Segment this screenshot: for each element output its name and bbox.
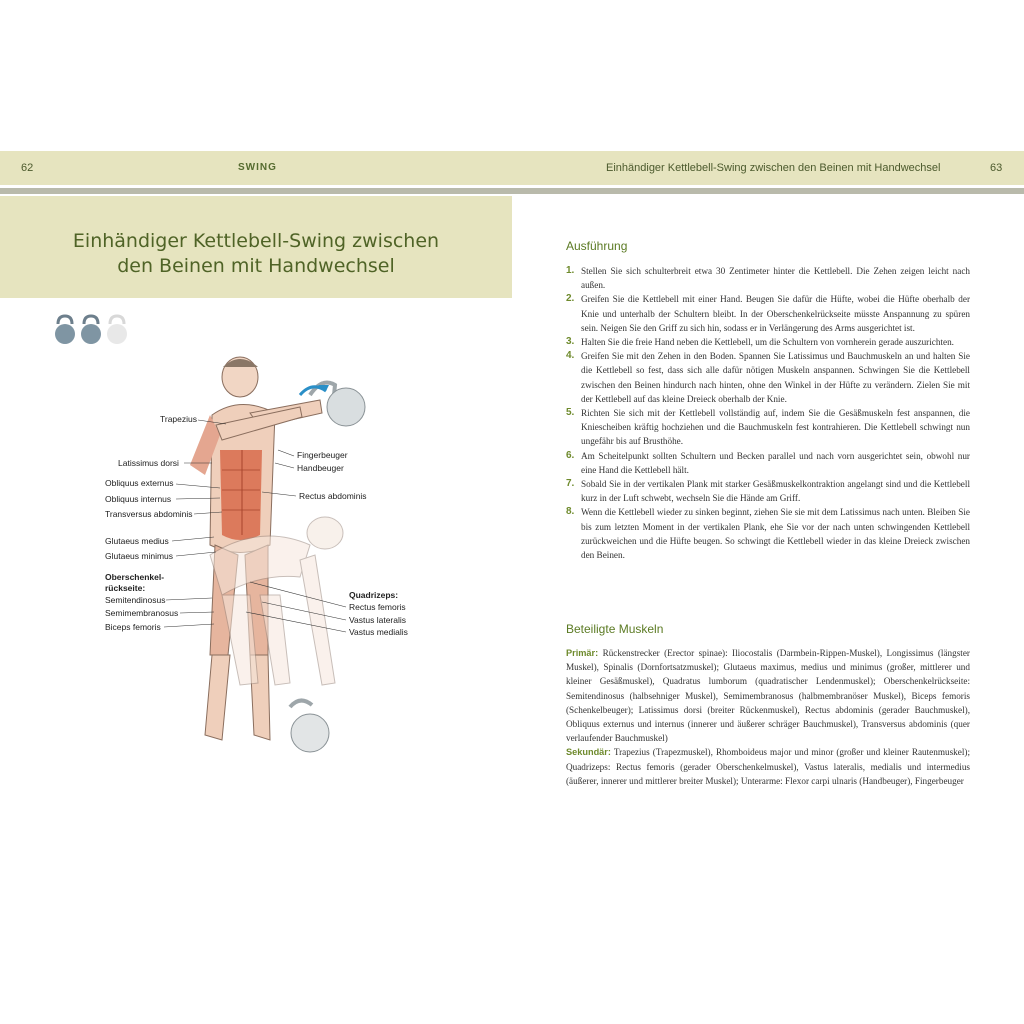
title-line-2: den Beinen mit Handwechsel — [117, 255, 395, 277]
label-glutaeus-medius: Glutaeus medius — [105, 536, 169, 546]
label-transversus-abdominis: Transversus abdominis — [105, 509, 193, 519]
secondary-muscles: Sekundär: Trapezius (Trapezmuskel), Rhomboideus major und minor (großer und kleiner Rautenmuskel); Quadrizeps: Rectus femoris (gerader Oberschenkelmuskel), Vastus lateralis, medialis und intermedius (äußerer, innerer und mittlerer breiter Muskel); Unterarme: Flexor carpi ulnaris (Handbeuger), Fingerbeuger — [566, 747, 970, 786]
label-hamstrings-heading-1: Oberschenkel- — [105, 572, 165, 582]
label-vastus-medialis: Vastus medialis — [349, 627, 408, 637]
kettlebell-icon-2 — [81, 316, 101, 344]
label-trapezius: Trapezius — [160, 414, 198, 424]
muscles-section — [566, 646, 970, 788]
running-title: Einhändiger Kettlebell-Swing zwischen den Beinen mit Handwechsel — [606, 162, 941, 174]
step-item: 7. Sobald Sie in der vertikalen Plank mit starker Gesäßmuskelkontraktion angelangt sind und die Kettlebell kurz in der Luft schwebt, wechseln Sie die Hände am Griff. — [566, 478, 970, 504]
label-handbeuger: Handbeuger — [297, 463, 344, 473]
page-number-left: 62 — [21, 162, 34, 174]
step-item: 6. Am Scheitelpunkt sollten Schultern und Becken parallel und nach vorn ausgerichtet sein, obwohl nur eine Hand die Kettlebell hält. — [566, 449, 970, 475]
header-rule — [0, 188, 1024, 194]
step-item: 3. Halten Sie die freie Hand neben die Kettlebell, um die Schultern von vornherein gerade auszurichten. — [566, 336, 954, 348]
execution-heading: Ausführung — [566, 239, 628, 253]
primary-muscles: Primär: Rückenstrecker (Erector spinae): Iliocostalis (Darmbein-Rippen-Muskel), Longissimus (längster Muskel), Spinalis (Dornfortsatzmuskel); Glutaeus maximus, medius und minimus (großer, mittlerer und kleiner Gesäßmuskel), Quadratus lumborum (quadratischer Lendenmuskel); Oberschenkelrückseite: Semitendinosus (halbsehniger Muskel), Semimembranosus (halbmembranöser Muskel), Biceps femoris (Schenkelbeuger); Latissimus dorsi (breiter Rückenmuskel), Rectus abdominis (gerader Bauchmuskel), Obliquus externus und internus (innerer und äußerer schräger Bauchmuskel), Transversus abdominis (quer verlaufender Bauchmuskel) — [566, 648, 970, 744]
kettlebell-low — [290, 700, 329, 752]
step-item: 2. Greifen Sie die Kettlebell mit einer Hand. Beugen Sie dafür die Hüfte, wobei die Hüfte oberhalb der Knie und unterhalb der Schultern bleibt. In der Oberschenkelrückseite müsste Anspannung zu spüren sein. Neigen Sie den Griff zu sich hin, sodass er in Verlängerung des Arms ausgerichtet ist. — [566, 293, 970, 333]
label-obliquus-externus: Obliquus externus — [105, 478, 174, 488]
label-semimembranosus: Semimembranosus — [105, 608, 179, 618]
label-hamstrings-heading-2: rückseite: — [105, 583, 146, 593]
step-item: 8. Wenn die Kettlebell wieder zu sinken beginnt, ziehen Sie sie mit dem Latissimus nach unten. Bleiben Sie bis zum letzten Moment in der vertikalen Plank, ehe Sie vor der nach unten schwingenden Kettlebell zurückweichen und die Hüfte beugen. So schwingt die Kettlebell wieder in das kleine Dreieck zwischen den Beinen. — [566, 506, 970, 561]
label-vastus-lateralis: Vastus lateralis — [349, 615, 407, 625]
label-glutaeus-minimus: Glutaeus minimus — [105, 551, 174, 561]
label-latissimus-dorsi: Latissimus dorsi — [118, 458, 179, 468]
label-fingerbeuger: Fingerbeuger — [297, 450, 348, 460]
kettlebell-icon-3 — [107, 316, 127, 344]
section-label: SWING — [238, 162, 277, 173]
step-item: 4. Greifen Sie mit den Zehen in den Boden. Spannen Sie Latissimus und Bauchmuskeln an und halten Sie die Kettlebell so fest, dass sich alle dafür nötigen Muskeln anspannen. Schwingen Sie die Kettlebell zwischen den Beinen hindurch nach hinten, ohne den Winkel in der Hüfte zu verändern. Zielen Sie mit der Kettlebell auf das kleine Dreieck oberhalb der Knie. — [566, 350, 970, 404]
label-biceps-femoris: Biceps femoris — [105, 622, 161, 632]
muscles-heading: Beteiligte Muskeln — [566, 622, 664, 636]
label-semitendinosus: Semitendinosus — [105, 595, 166, 605]
label-obliquus-internus: Obliquus internus — [105, 494, 172, 504]
label-quadriceps-heading: Quadrizeps: — [349, 590, 399, 600]
difficulty-rating — [54, 314, 134, 346]
step-item: 5. Richten Sie sich mit der Kettlebell vollständig auf, indem Sie die Gesäßmuskeln fest anspannen, die Kniescheiben kräftig hochziehen und die Bauchmuskeln fest kontrahieren. Die Kettlebell schwingt nun ungefähr bis auf Brusthöhe. — [566, 407, 970, 447]
page-number-right: 63 — [990, 162, 1003, 174]
exercise-title — [0, 229, 512, 279]
title-line-1: Einhändiger Kettlebell-Swing zwischen — [72, 230, 440, 252]
label-rectus-abdominis: Rectus abdominis — [299, 491, 367, 501]
kettlebell-icon-1 — [55, 316, 75, 344]
execution-steps — [566, 264, 970, 562]
step-item: 1. Stellen Sie sich schulterbreit etwa 30 Zentimeter hinter die Kettlebell. Die Zehen zeigen leicht nach außen. — [566, 265, 970, 291]
label-rectus-femoris: Rectus femoris — [349, 602, 406, 612]
